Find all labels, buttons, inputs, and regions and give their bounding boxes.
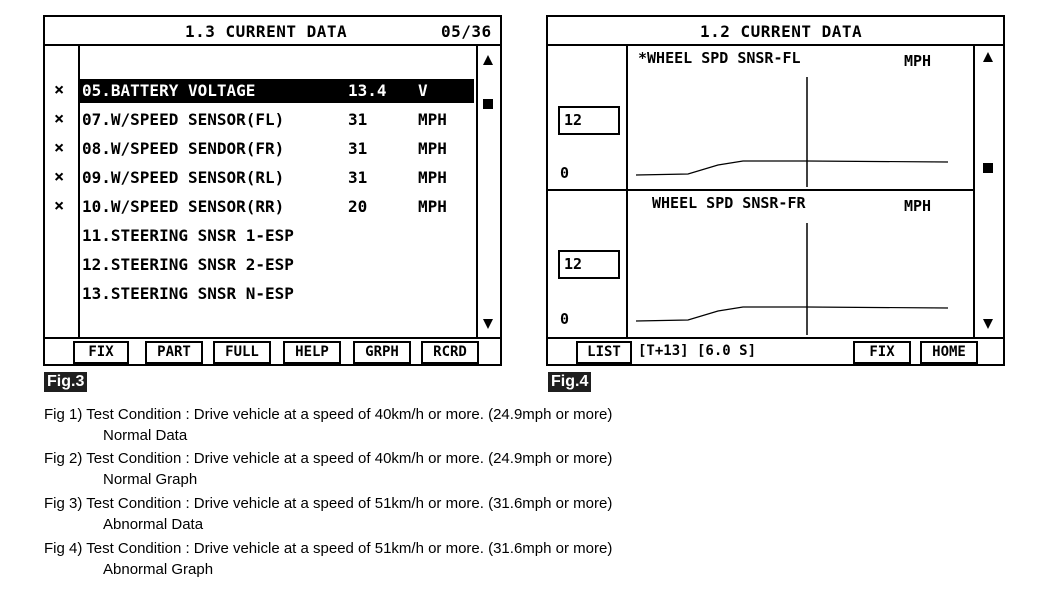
data-row-value: 20 xyxy=(348,197,368,216)
home-button[interactable]: HOME xyxy=(920,341,978,364)
scroll-down-icon[interactable] xyxy=(483,319,493,329)
data-row-name: 11.STEERING SNSR 1-ESP xyxy=(82,226,294,245)
data-row-name: 10.W/SPEED SENSOR(RR) xyxy=(82,197,285,216)
data-row-unit: MPH xyxy=(418,197,447,216)
fix-button[interactable]: FIX xyxy=(853,341,911,364)
data-row[interactable] xyxy=(80,195,474,219)
time-status: [T+13] [6.0 S] xyxy=(638,343,757,359)
data-row-name: 05.BATTERY VOLTAGE xyxy=(82,81,256,100)
caption-fig2-result: Normal Graph xyxy=(103,471,198,488)
help-button[interactable]: HELP xyxy=(283,341,341,364)
caption-fig1-result: Normal Data xyxy=(103,427,188,444)
graph2-trace xyxy=(636,307,948,321)
fig4-label: Fig.4 xyxy=(548,372,591,392)
scroll-down-icon[interactable] xyxy=(983,319,993,329)
caption-fig1-condition: Fig 1) Test Condition : Drive vehicle at a speed of 40km/h or more. (24.9mph or more) xyxy=(44,406,613,423)
data-row-value: 31 xyxy=(348,139,368,158)
data-row-name: 08.W/SPEED SENDOR(FR) xyxy=(82,139,285,158)
graph1-scale-min: 0 xyxy=(560,164,570,182)
scroll-up-icon[interactable] xyxy=(983,52,993,62)
row-marker-icon: × xyxy=(54,138,65,158)
row-marker-icon: × xyxy=(54,167,65,187)
data-row[interactable] xyxy=(80,79,474,103)
graph1-plot xyxy=(628,77,973,187)
graph2-scale-max[interactable]: 12 xyxy=(558,250,620,279)
graph2-name: WHEEL SPD SNSR-FR xyxy=(652,194,806,212)
caption-fig3-result: Abnormal Data xyxy=(103,516,204,533)
current-data-list-screen xyxy=(43,15,502,366)
list-title-bar xyxy=(45,17,500,46)
data-row-name: 07.W/SPEED SENSOR(FL) xyxy=(82,110,285,129)
data-row[interactable] xyxy=(80,282,474,306)
part-button[interactable]: PART xyxy=(145,341,203,364)
data-row-unit: MPH xyxy=(418,110,447,129)
record-button[interactable]: RCRD xyxy=(421,341,479,364)
data-row[interactable] xyxy=(80,108,474,132)
list-title: 1.3 CURRENT DATA xyxy=(185,22,348,41)
button-bar-divider xyxy=(45,337,500,339)
row-marker-icon: × xyxy=(54,196,65,216)
data-row[interactable] xyxy=(80,253,474,277)
scrollbar-thumb[interactable] xyxy=(983,163,993,173)
data-row-unit: MPH xyxy=(418,168,447,187)
scrollbar-divider xyxy=(476,44,478,338)
data-row[interactable] xyxy=(80,224,474,248)
graph2-plot xyxy=(628,223,973,335)
list-button[interactable]: LIST xyxy=(576,341,632,364)
data-row-unit: MPH xyxy=(418,139,447,158)
graph1-name: *WHEEL SPD SNSR-FL xyxy=(638,49,801,67)
row-marker-icon: × xyxy=(54,109,65,129)
data-row-value: 31 xyxy=(348,110,368,129)
data-row-name: 12.STEERING SNSR 2-ESP xyxy=(82,255,294,274)
data-row-value: 31 xyxy=(348,168,368,187)
data-row-unit: V xyxy=(418,81,428,100)
graph-title-bar xyxy=(548,17,1003,46)
row-marker-icon: × xyxy=(54,80,65,100)
caption-fig4-condition: Fig 4) Test Condition : Drive vehicle at a speed of 51km/h or more. (31.6mph or more) xyxy=(44,540,613,557)
scrollbar-divider xyxy=(973,44,975,338)
scrollbar-thumb[interactable] xyxy=(483,99,493,109)
current-data-graph-screen xyxy=(546,15,1005,366)
caption-fig2-condition: Fig 2) Test Condition : Drive vehicle at a speed of 40km/h or more. (24.9mph or more) xyxy=(44,450,613,467)
data-row-name: 13.STEERING SNSR N-ESP xyxy=(82,284,294,303)
graph2-unit: MPH xyxy=(904,197,932,215)
page-counter: 05/36 xyxy=(441,22,492,41)
full-button[interactable]: FULL xyxy=(213,341,271,364)
data-row-name: 09.W/SPEED SENSOR(RL) xyxy=(82,168,285,187)
graph1-unit: MPH xyxy=(904,52,932,70)
caption-fig4-result: Abnormal Graph xyxy=(103,561,214,578)
fix-button[interactable]: FIX xyxy=(73,341,129,364)
button-bar-divider xyxy=(548,337,1003,339)
caption-fig3-condition: Fig 3) Test Condition : Drive vehicle at a speed of 51km/h or more. (31.6mph or more) xyxy=(44,495,613,512)
graph-screen-title: 1.2 CURRENT DATA xyxy=(700,22,863,41)
data-row-value: 13.4 xyxy=(348,81,387,100)
data-row[interactable] xyxy=(80,166,474,190)
fig3-label: Fig.3 xyxy=(44,372,87,392)
graph-button[interactable]: GRPH xyxy=(353,341,411,364)
graph1-scale-max[interactable]: 12 xyxy=(558,106,620,135)
scroll-up-icon[interactable] xyxy=(483,55,493,65)
data-row[interactable] xyxy=(80,137,474,161)
graph1-trace xyxy=(636,161,948,175)
graph2-scale-min: 0 xyxy=(560,310,570,328)
